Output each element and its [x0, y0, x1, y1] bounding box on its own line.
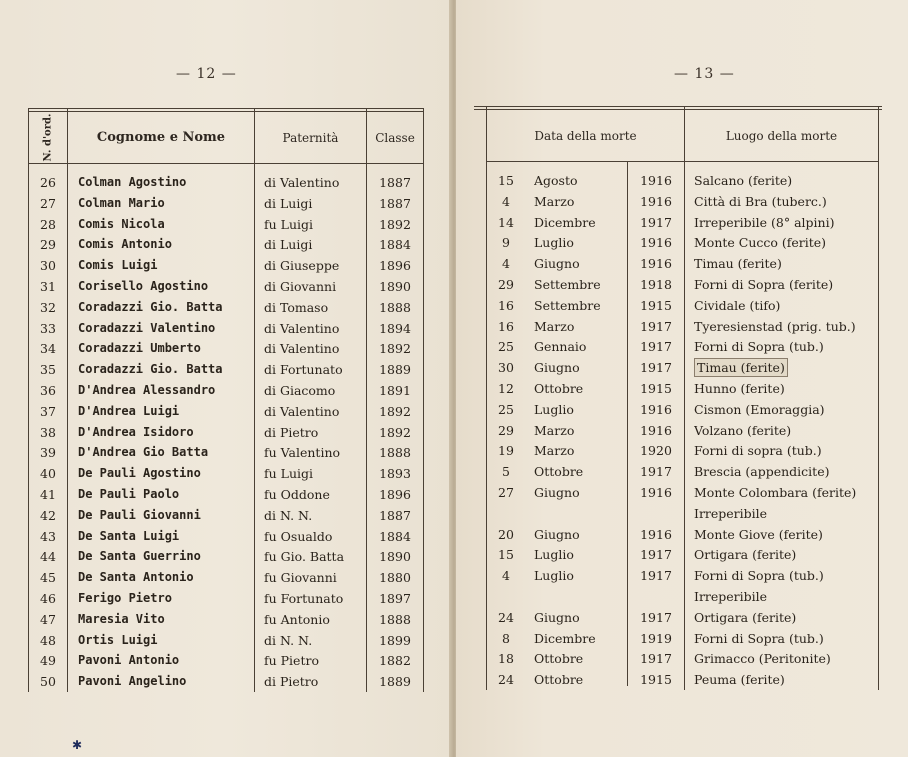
cell-father: fu Gio. Batta — [264, 549, 345, 565]
table-row — [0, 338, 452, 359]
cell-month: Luglio — [534, 547, 574, 563]
cell-day: 25 — [498, 401, 514, 417]
cell-name: D'Andrea Isidoro — [78, 424, 194, 439]
table-row — [0, 650, 452, 671]
cell-name: De Santa Guerrino — [78, 549, 201, 564]
cell-place: Grimacco (Peritonite) — [694, 651, 831, 667]
table-row — [456, 253, 908, 274]
cell-place: Timau (ferite) — [694, 358, 788, 377]
header-bottom-rule — [28, 163, 424, 164]
cell-year: 1917 — [640, 609, 672, 625]
cell-month: Marzo — [534, 422, 575, 438]
cell-father: fu Giovanni — [264, 570, 337, 586]
cell-class: 1893 — [379, 466, 411, 482]
header-place: Luogo della morte — [725, 128, 838, 143]
cell-name: Maresia Vito — [78, 611, 165, 626]
cell-father: fu Valentino — [264, 445, 341, 461]
cell-day: 15 — [498, 173, 514, 188]
table-row — [456, 191, 908, 212]
cell-day: 4 — [502, 193, 510, 209]
table-row — [456, 544, 908, 565]
table-row — [456, 336, 908, 357]
table-row — [0, 546, 452, 567]
cell-day: 20 — [498, 526, 514, 542]
cell-name: Comis Nicola — [78, 216, 165, 231]
cell-num: 46 — [40, 591, 56, 606]
table-row — [0, 671, 452, 692]
table-row — [0, 380, 452, 401]
table-row — [456, 524, 908, 545]
cell-day: 4 — [502, 568, 510, 584]
cell-father: di Luigi — [264, 195, 313, 211]
cell-day: 14 — [498, 214, 514, 230]
cell-father: fu Osualdo — [264, 528, 333, 544]
cell-place: Tyeresienstad (prig. tub.) — [694, 318, 856, 334]
table-row — [456, 295, 908, 316]
cell-father: di Valentino — [264, 320, 340, 336]
cell-month — [534, 586, 626, 607]
cell-month: Giugno — [534, 526, 580, 542]
cell-num: 40 — [40, 466, 56, 482]
cell-year: 1917 — [640, 318, 672, 334]
cell-year: 1917 — [640, 547, 672, 563]
cell-year: 1917 — [640, 568, 672, 584]
cell-name: De Pauli Paolo — [78, 487, 180, 501]
cell-name: Coradazzi Gio. Batta — [78, 299, 223, 314]
cell-class: 1888 — [379, 299, 411, 315]
table-row — [0, 318, 452, 339]
cell-father: fu Antonio — [264, 611, 330, 627]
cell-day: 5 — [502, 464, 510, 480]
cell-name: Comis Luigi — [78, 258, 158, 273]
header-father: Paternità — [282, 130, 339, 145]
cell-name: Coradazzi Gio. Batta — [78, 362, 223, 377]
cell-year: 1920 — [640, 443, 672, 459]
cell-month: Dicembre — [534, 630, 596, 646]
cell-father: fu Luigi — [264, 466, 313, 482]
cell-place: Ortigara (ferite) — [694, 547, 797, 563]
cell-month: Gennaio — [534, 339, 587, 355]
cell-place: Cismon (Emoraggia) — [694, 401, 825, 417]
table-row — [456, 565, 908, 586]
cell-year: 1917 — [640, 339, 672, 355]
table-row — [456, 232, 908, 253]
header-bottom-rule — [486, 161, 878, 162]
cell-year: 1918 — [640, 277, 672, 292]
table-row — [0, 193, 452, 214]
cell-num: 41 — [40, 487, 56, 502]
cell-month: Giugno — [534, 360, 580, 376]
cell-name: Coradazzi Valentino — [78, 320, 216, 335]
cell-day: 27 — [498, 485, 514, 500]
cell-year: 1916 — [640, 193, 672, 209]
cell-num: 31 — [40, 279, 56, 294]
cell-class: 1894 — [379, 320, 411, 336]
cell-day: 29 — [498, 422, 514, 438]
cell-place: Peuma (ferite) — [694, 672, 785, 688]
cell-num: 34 — [40, 341, 56, 357]
cell-month: Agosto — [534, 173, 578, 188]
cell-month: Settembre — [534, 277, 601, 292]
cell-num: 50 — [40, 674, 56, 690]
cell-place: Irreperibile — [694, 505, 768, 521]
cell-place: Città di Bra (tuberc.) — [694, 193, 827, 209]
cell-day: 12 — [498, 381, 514, 396]
cell-month: Ottobre — [534, 651, 584, 667]
table-row — [456, 440, 908, 461]
cell-name: Comis Antonio — [78, 237, 172, 252]
cell-class: 1887 — [379, 175, 411, 190]
cell-place: Timau (ferite) — [694, 256, 782, 272]
cell-name: De Santa Luigi — [78, 528, 180, 543]
cell-place: Volzano (ferite) — [694, 422, 792, 438]
cell-place: Forni di Sopra (tub.) — [694, 630, 824, 646]
cell-name: D'Andrea Luigi — [78, 403, 180, 418]
table-row — [456, 669, 908, 690]
table-row — [456, 586, 908, 607]
page-number-left: — 12 — — [176, 66, 237, 82]
cell-num: 29 — [40, 237, 56, 253]
cell-day: 24 — [498, 609, 514, 625]
cell-year: 1916 — [640, 235, 672, 251]
cell-place: Salcano (ferite) — [694, 173, 793, 188]
cell-month: Marzo — [534, 318, 575, 334]
table-row — [0, 505, 452, 526]
cell-month: Luglio — [534, 235, 574, 251]
cell-father: fu Luigi — [264, 216, 313, 232]
cell-num: 36 — [40, 383, 56, 398]
cell-month: Marzo — [534, 193, 575, 209]
cell-place: Forni di Sopra (tub.) — [694, 339, 824, 355]
table-row — [0, 463, 452, 484]
table-row — [456, 420, 908, 441]
cell-month: Ottobre — [534, 381, 584, 396]
cell-name: Pavoni Antonio — [78, 653, 180, 668]
cell-father: di Valentino — [264, 341, 340, 357]
cell-class: 1896 — [379, 258, 411, 274]
cell-year — [628, 586, 684, 607]
cell-class: 1887 — [379, 507, 411, 523]
cell-month: Giugno — [534, 485, 580, 500]
table-row — [456, 357, 908, 378]
cell-num: 48 — [40, 632, 56, 648]
cell-num: 28 — [40, 216, 56, 232]
cell-class: 1890 — [379, 279, 411, 294]
cell-name: De Santa Antonio — [78, 570, 194, 585]
cell-day: 18 — [498, 651, 514, 667]
table-row — [456, 399, 908, 420]
table-row — [456, 461, 908, 482]
cell-place: Monte Colombara (ferite) — [694, 485, 857, 500]
cell-place: Brescia (appendicite) — [694, 464, 830, 480]
header-class: Classe — [375, 130, 415, 145]
cell-father: di Tomaso — [264, 299, 329, 315]
cell-day — [492, 503, 520, 524]
cell-father: di Giuseppe — [264, 258, 340, 274]
cell-place: Forni di sopra (tub.) — [694, 443, 822, 459]
table-row — [0, 401, 452, 422]
left-page — [0, 0, 452, 757]
table-top-rule — [474, 106, 882, 107]
cell-month: Settembre — [534, 297, 601, 313]
cell-year: 1919 — [640, 630, 672, 646]
cell-place: Irreperibile (8° alpini) — [694, 214, 835, 230]
cell-num: 39 — [40, 445, 56, 461]
cell-father: di Pietro — [264, 674, 319, 690]
cell-num: 47 — [40, 611, 56, 627]
cell-class: 1892 — [379, 403, 411, 419]
cell-class: 1899 — [379, 632, 411, 648]
table-row — [0, 359, 452, 380]
cell-day: 16 — [498, 297, 514, 313]
header-num-label: N. d'ord. — [42, 113, 54, 162]
table-row — [0, 255, 452, 276]
cell-class: 1889 — [379, 362, 411, 378]
table-row — [456, 628, 908, 649]
cell-father: fu Oddone — [264, 487, 330, 502]
cell-month: Dicembre — [534, 214, 596, 230]
table-row — [456, 212, 908, 233]
cell-num: 32 — [40, 299, 56, 315]
cell-name: Ferigo Pietro — [78, 591, 172, 605]
table-row — [0, 276, 452, 297]
cell-class: 1892 — [379, 341, 411, 357]
cell-place: Hunno (ferite) — [694, 381, 785, 396]
table-top-rule — [28, 108, 424, 109]
cell-place: Cividale (tifo) — [694, 297, 781, 313]
table-row — [0, 567, 452, 588]
right-page — [456, 0, 908, 757]
cell-class: 1887 — [379, 195, 411, 211]
cell-father: di Fortunato — [264, 362, 343, 378]
cell-place: Forni di Sopra (tub.) — [694, 568, 824, 584]
cell-name: Coradazzi Umberto — [78, 341, 201, 356]
cell-place: Monte Cucco (ferite) — [694, 235, 827, 251]
cell-name: Corisello Agostino — [78, 279, 209, 293]
cell-class: 1892 — [379, 216, 411, 232]
cell-month: Luglio — [534, 568, 574, 584]
cell-father: fu Fortunato — [264, 591, 344, 606]
cell-name: De Pauli Giovanni — [78, 507, 201, 522]
header-num — [29, 112, 67, 163]
cell-class: 1892 — [379, 424, 411, 440]
cell-num: 33 — [40, 320, 56, 336]
cell-year: 1917 — [640, 214, 672, 230]
cell-father: di N. N. — [264, 632, 313, 648]
cell-father: di Pietro — [264, 424, 319, 440]
table-row — [0, 442, 452, 463]
cell-year: 1916 — [640, 485, 672, 500]
cell-class: 1896 — [379, 487, 411, 502]
cell-day: 30 — [498, 360, 514, 376]
cell-class: 1884 — [379, 237, 411, 253]
header-name: Cognome e Nome — [96, 130, 226, 145]
cell-name: Ortis Luigi — [78, 632, 158, 647]
cell-num: 37 — [40, 403, 56, 419]
cell-name: De Pauli Agostino — [78, 466, 201, 481]
cell-day: 24 — [498, 672, 514, 688]
table-row — [456, 503, 908, 524]
cell-num: 42 — [40, 507, 56, 523]
cell-class: 1891 — [379, 383, 411, 398]
table-row — [0, 297, 452, 318]
table-row — [0, 172, 452, 193]
table-row — [456, 378, 908, 399]
cell-day: 15 — [498, 547, 514, 563]
cell-day: 16 — [498, 318, 514, 334]
table-row — [456, 648, 908, 669]
cell-num: 43 — [40, 528, 56, 544]
cell-year: 1915 — [640, 381, 672, 396]
cell-month: Marzo — [534, 443, 575, 459]
cell-name: Colman Mario — [78, 195, 165, 210]
cell-year: 1915 — [640, 297, 672, 313]
cell-year: 1915 — [640, 672, 672, 688]
cell-name: Colman Agostino — [78, 175, 187, 189]
table-row — [0, 630, 452, 651]
cell-day: 19 — [498, 443, 514, 459]
cell-num: 49 — [40, 653, 56, 669]
cell-num: 30 — [40, 258, 56, 274]
ink-mark: ✱ — [72, 738, 83, 752]
cell-class: 1890 — [379, 549, 411, 565]
cell-month: Ottobre — [534, 464, 584, 480]
cell-father: di Giovanni — [264, 279, 337, 294]
table-row — [0, 609, 452, 630]
cell-num: 26 — [40, 175, 56, 190]
cell-father: di Luigi — [264, 237, 313, 253]
cell-month: Giugno — [534, 256, 580, 272]
table-row — [0, 588, 452, 609]
cell-num: 27 — [40, 195, 56, 211]
cell-class: 1889 — [379, 674, 411, 690]
table-row — [0, 484, 452, 505]
cell-day: 25 — [498, 339, 514, 355]
cell-day: 29 — [498, 277, 514, 292]
cell-year: 1916 — [640, 422, 672, 438]
cell-father: fu Pietro — [264, 653, 319, 669]
cell-father: di Valentino — [264, 403, 340, 419]
cell-num: 44 — [40, 549, 56, 565]
cell-year: 1916 — [640, 173, 672, 188]
page-number-right: — 13 — — [674, 66, 735, 82]
cell-month — [534, 503, 626, 524]
cell-class: 1882 — [379, 653, 411, 669]
cell-num: 45 — [40, 570, 56, 586]
cell-class: 1888 — [379, 445, 411, 461]
table-row — [0, 214, 452, 235]
cell-year: 1917 — [640, 651, 672, 667]
cell-father: di N. N. — [264, 507, 313, 523]
cell-year: 1916 — [640, 256, 672, 272]
cell-month: Luglio — [534, 401, 574, 417]
cell-father: di Valentino — [264, 175, 340, 190]
cell-month: Ottobre — [534, 672, 584, 688]
table-row — [456, 607, 908, 628]
cell-year — [628, 503, 684, 524]
cell-class: 1888 — [379, 611, 411, 627]
table-row — [456, 274, 908, 295]
cell-day: 4 — [502, 256, 510, 272]
cell-place: Monte Giove (ferite) — [694, 526, 823, 542]
table-row — [456, 482, 908, 503]
cell-day: 8 — [502, 630, 510, 646]
cell-class: 1880 — [379, 570, 411, 586]
cell-name: D'Andrea Alessandro — [78, 383, 216, 397]
table-row — [0, 422, 452, 443]
cell-name: D'Andrea Gio Batta — [78, 445, 209, 460]
cell-year: 1917 — [640, 360, 672, 376]
cell-num: 35 — [40, 362, 56, 378]
cell-class: 1884 — [379, 528, 411, 544]
cell-name: Pavoni Angelino — [78, 674, 187, 689]
cell-class: 1897 — [379, 591, 411, 606]
cell-year: 1916 — [640, 401, 672, 417]
table-row — [0, 526, 452, 547]
cell-father: di Giacomo — [264, 383, 336, 398]
cell-place: Ortigara (ferite) — [694, 609, 797, 625]
cell-day: 9 — [502, 235, 510, 251]
cell-year: 1916 — [640, 526, 672, 542]
header-date: Data della morte — [534, 128, 637, 143]
table-row — [456, 316, 908, 337]
table-row — [0, 234, 452, 255]
table-row — [456, 170, 908, 191]
cell-place: Irreperibile — [694, 589, 768, 604]
cell-num: 38 — [40, 424, 56, 440]
cell-month: Giugno — [534, 609, 580, 625]
cell-place: Forni di Sopra (ferite) — [694, 277, 834, 292]
cell-year: 1917 — [640, 464, 672, 480]
cell-day — [492, 586, 520, 607]
